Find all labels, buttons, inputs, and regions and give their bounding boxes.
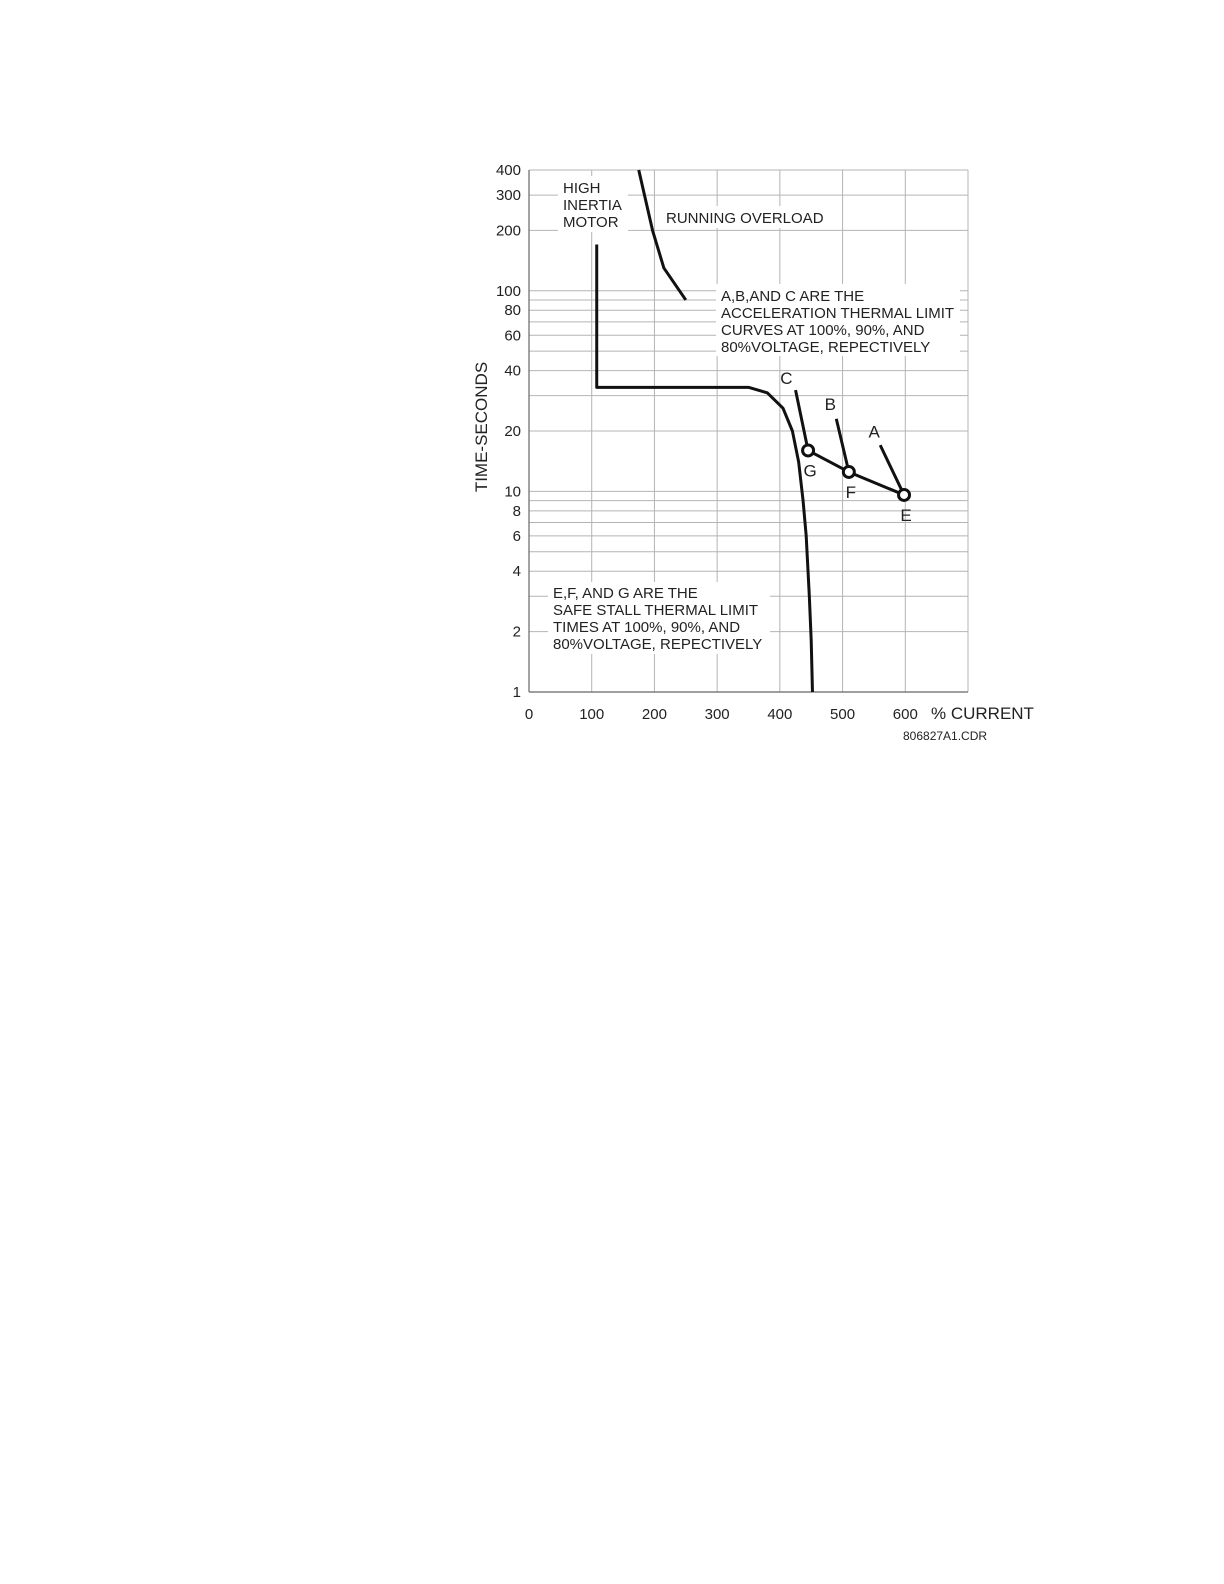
stall-note-line: E,F, AND G ARE THE	[553, 585, 698, 602]
y-tick-label: 300	[495, 187, 521, 205]
stall-point-e	[899, 489, 910, 500]
y-tick-label: 60	[504, 327, 521, 345]
figure-reference: 806827A1.CDR	[903, 729, 988, 743]
y-tick-label: 6	[512, 527, 521, 545]
curve-label: B	[824, 395, 836, 415]
y-tick-label: 1	[512, 684, 521, 701]
x-axis-title: % CURRENT	[931, 704, 1034, 723]
y-tick-label: 40	[504, 362, 521, 380]
acceleration-note-line: CURVES AT 100%, 90%, AND	[721, 322, 925, 339]
acceleration-note-line: ACCELERATION THERMAL LIMIT	[721, 305, 955, 322]
point-label: G	[803, 461, 817, 481]
point-label: E	[900, 505, 912, 525]
y-tick-label: 200	[495, 222, 521, 240]
x-tick-label: 0	[524, 706, 534, 723]
stall-note-line: 80%VOLTAGE, REPECTIVELY	[553, 636, 763, 653]
curve-label: A	[868, 422, 880, 442]
stall-note-line: SAFE STALL THERMAL LIMIT	[553, 602, 759, 619]
stall-point-g	[803, 445, 814, 456]
x-tick-label: 500	[830, 706, 856, 723]
curve-label: C	[780, 369, 793, 389]
running-overload-curve	[639, 170, 686, 300]
running-overload-label-line: RUNNING OVERLOAD	[666, 210, 824, 227]
acceleration-note-line: 80%VOLTAGE, REPECTIVELY	[721, 339, 931, 356]
y-tick-label: 100	[495, 282, 521, 300]
x-tick-label: 200	[641, 706, 667, 723]
y-tick-label: 400	[495, 162, 521, 179]
high-inertia-label-line: INERTIA	[563, 197, 622, 214]
y-tick-label: 80	[504, 302, 521, 320]
y-tick-label: 20	[504, 423, 521, 440]
stall-note-line: TIMES AT 100%, 90%, AND	[553, 619, 741, 636]
x-tick-label: 400	[767, 706, 793, 723]
y-axis-title: TIME-SECONDS	[472, 361, 491, 493]
x-tick-label: 100	[579, 706, 605, 723]
y-tick-label: 4	[512, 563, 521, 581]
running-overload-label	[666, 210, 824, 227]
point-label: F	[845, 482, 857, 502]
y-tick-label: 10	[504, 483, 521, 501]
y-tick-label: 2	[512, 623, 521, 641]
high-inertia-label-line: HIGH	[563, 180, 601, 197]
x-tick-label: 600	[892, 706, 918, 723]
high-inertia-label-line: MOTOR	[563, 214, 619, 231]
acceleration-note-line: A,B,AND C ARE THE	[721, 288, 865, 305]
x-tick-label: 300	[704, 706, 730, 723]
stall-point-f	[843, 466, 854, 477]
y-tick-label: 8	[512, 502, 521, 520]
